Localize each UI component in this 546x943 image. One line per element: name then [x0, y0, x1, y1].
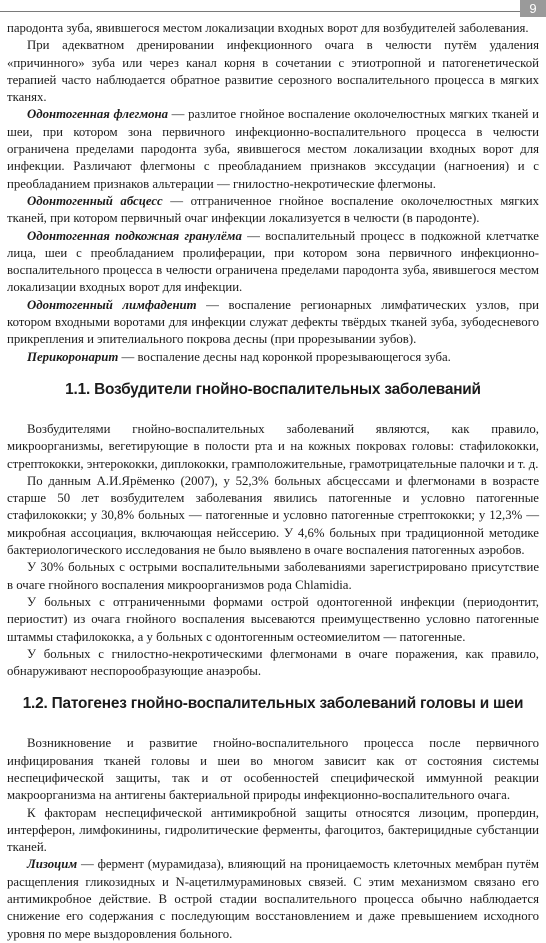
definition-abscess	[7, 193, 539, 228]
definition-lysozyme	[7, 856, 539, 942]
definition-text: — разлитое гнойное воспаление околочелюстных мягких тканей и шеи, при котором зона первичного инфекционно-воспалительного процесса в челюсти ограничена пределами пародонта зуба, явившегося местом локализации входных ворот для инфекции. Различают флегмоны с преобладанием признаков экссудации (нагноения) и с преобладанием признаков альтерации — гнилостно-некротические флегмоны.	[7, 107, 540, 191]
definition-pericoronitis	[7, 349, 539, 366]
term: Одонтогенная подкожная гранулёма	[27, 228, 242, 243]
section1-paragraph: Возбудителями гнойно-воспалительных заболеваний являются, как правило, микроорганизмы, вегетирующие в полости рта и на кожных покровах головы: стафилококки, стрептококки, энтерококки, диплококки, грамположительные, грамотрицательные палочки и т. д.	[7, 421, 539, 471]
section1-paragraph: У больных с гнилостно-некротическими флегмонами в очаге поражения, как правило, обнаруживают неспорообразующие анаэробы.	[7, 646, 539, 679]
page-number: 9	[520, 0, 546, 17]
definition-granuloma	[7, 228, 539, 297]
section-heading-2: 1.2. Патогенез гнойно-воспалительных заболеваний головы и шеи	[22, 695, 524, 713]
term: Одонтогенный абсцесс	[27, 193, 163, 208]
section2-paragraph: К факторам неспецифической антимикробной защиты относятся лизоцим, пропердин, интерферон, лимфокинины, гидролитические ферменты, фагоцитоз, бактерицидные субстанции тканей.	[7, 805, 539, 855]
definition-phlegmon	[7, 106, 539, 192]
section2-paragraph: Возникновение и развитие гнойно-воспалительного процесса после первичного инфицирования тканей головы и шеи во многом зависит как от состояния системы неспецифической защиты, так и от особенностей специфической иммунной реакции макроорганизма на антигены бактериальной природы инфекционно-воспалительного очага.	[7, 736, 539, 803]
definition-text: — воспаление десны над коронкой прорезывающегося зуба.	[118, 349, 451, 364]
section1-paragraph: У 30% больных с острыми воспалительными заболеваниями зарегистрировано присутствие в очаге гнойного воспаления микроорганизмов рода Chlamidia.	[7, 560, 539, 592]
term: Одонтогенная флегмона	[27, 107, 169, 122]
term: Перикоронарит	[27, 349, 119, 364]
definition-text: — воспаление регионарных лимфатических узлов, при котором входными воротами для инфекции служат дефекты твёрдых тканей зуба, зубодесневого прикрепления и эпителиального покрова десны (при прорезывании зубов).	[7, 297, 539, 347]
definition-text: — отграниченное гнойное воспаление околочелюстных мягких тканей, при котором первичный очаг инфекции локализуется в челюсти (в пародонте).	[7, 193, 539, 226]
page-content	[7, 20, 539, 943]
definition-lymphadenitis	[7, 297, 539, 349]
header-rule	[0, 11, 520, 12]
term: Одонтогенный лимфаденит	[27, 297, 197, 312]
section-heading-1: 1.1. Возбудители гнойно-воспалительных заболеваний	[65, 380, 481, 398]
definition-text: — воспалительный процесс в подкожной клетчатке лица, шеи с преобладанием пролиферации, при котором зона первичного инфекционно-воспалительного процесса в челюсти ограничена пределами пародонта зуба, явившегося местом локализации входных ворот для инфекции.	[7, 228, 539, 295]
definition-text: — фермент (мурамидаза), влияющий на проницаемость клеточных мембран путём расщепления гликозидных и N-ацетилмураминовых связей. С этим механизмом связано его антимикробное действие. В острой стадии воспалительного процесса обычно наблюдается снижение его содержания с последующим восстановлением и даже превышением исходного уровня по мере выздоровления больного.	[7, 857, 539, 941]
intro-paragraph-2: При адекватном дренировании инфекционного очага в челюсти путём удаления «причинного» зуба или через канал корня в сочетании с этиотропной и патогенетической терапией часто наблюдается обратное развитие серозного воспалительного процесса в мягких тканях.	[7, 38, 539, 105]
section1-paragraph: По данным А.И.Ярёменко (2007), у 52,3% больных абсцессами и флегмонами в возрасте старше 50 лет возбудителем заболевания явились патогенные и условно патогенные стафилококки; у 30,8% больных — патогенные и условно патогенные стрептококки; у 12,3% — микробная ассоциация, включающая нейссерию. У 4,6% больных при традиционной методике бактериологического исследования не было выявлено в очаге воспаления патогенных аэробов.	[7, 473, 539, 558]
intro-paragraph-1: пародонта зуба, явившегося местом локализации входных ворот для возбудителей заболевания.	[7, 21, 529, 35]
term: Лизоцим	[27, 857, 78, 872]
section1-paragraph: У больных с отграниченными формами острой одонтогенной инфекции (периодонтит, периостит) из очага гнойного воспаления высеваются преимущественно условно патогенные штаммы стафилококка, а у больных с одонтогенным остеомиелитом — патогенные.	[7, 594, 539, 644]
